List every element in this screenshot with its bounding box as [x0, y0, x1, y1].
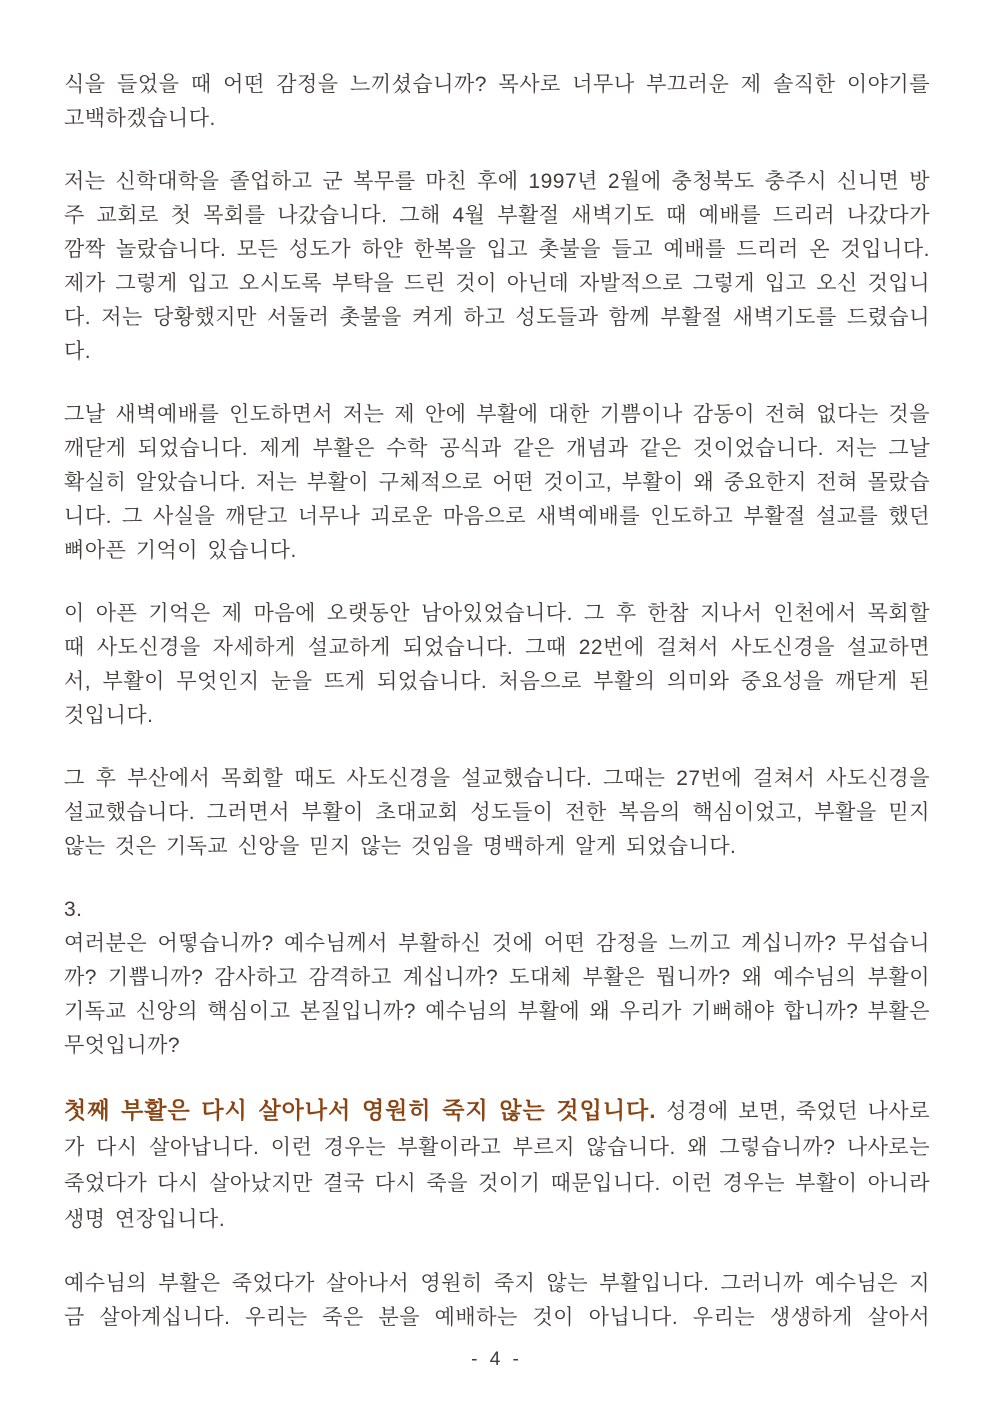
paragraph-questions: 여러분은 어떻습니까? 예수님께서 부활하신 것에 어떤 감정을 느끼고 계십니까? 무섭습니까? 기쁩니까? 감사하고 감격하고 계십니까? 도대체 부활은 뭡니까? 왜 예수님의 부활이 기독교 신앙의 핵심이고 본질입니까? 예수님의 부활에 왜 우리가 기뻐해야 합니까? 부활은 무엇입니까?: [64, 932, 930, 1057]
paragraph-dawn-service-realization: 그날 새벽예배를 인도하면서 저는 제 안에 부활에 대한 기쁨이나 감동이 전혀 없다는 것을 깨닫게 되었습니다. 제게 부활은 수학 공식과 같은 개념과 같은 것이었습니다. 저는 그날 확실히 알았습니다. 저는 부활이 구체적으로 어떤 것이고, 부활이 왜 중요한지 전혀 몰랐습니다. 그 사실을 깨닫고 너무나 괴로운 마음으로 새벽예배를 인도하고 부활절 설교를 했던 뼈아픈 기억이 있습니다.: [64, 403, 930, 562]
section-3: [64, 893, 930, 1063]
paragraph-confession: 식을 들었을 때 어떤 감정을 느끼셨습니까? 목사로 너무나 부끄러운 제 솔직한 이야기를 고백하겠습니다.: [64, 73, 930, 130]
heading-following-text: 성경에 보면, 죽었던 나사로가 다시 살아납니다. 이런 경우는 부활이라고 부르지 않습니다. 왜 그렇습니까? 나사로는 죽었다가 다시 살아났지만 결국 다시 죽을 것이기 때문입니다. 이런 경우는 부활이 아니라 생명 연장입니다.: [64, 1100, 930, 1231]
section-number: 3.: [64, 898, 83, 921]
runin-heading-first-point: 첫째 부활은 다시 살아나서 영원히 죽지 않는 것입니다.: [64, 1097, 657, 1123]
paragraph-jesus-resurrection: 예수님의 부활은 죽었다가 살아나서 영원히 죽지 않는 부활입니다. 그러니까 예수님은 지금 살아계십니다. 우리는 죽은 분을 예배하는 것이 아닙니다. 우리는 생생하게 살아서: [64, 1272, 930, 1329]
paragraph-first-ministry: 저는 신학대학을 졸업하고 군 복무를 마친 후에 1997년 2월에 충청북도 충주시 신니면 방주 교회로 첫 목회를 나갔습니다. 그해 4월 부활절 새벽기도 때 예배를 드리러 나갔다가 깜짝 놀랐습니다. 모든 성도가 하얀 한복을 입고 촛불을 들고 예배를 드리러 온 것입니다. 제가 그렇게 입고 오시도록 부탁을 드린 것이 아닌데 자발적으로 그렇게 입고 오신 것입니다. 저는 당황했지만 서둘러 촛불을 켜게 하고 성도들과 함께 부활절 새벽기도를 드렸습니다.: [64, 170, 930, 363]
paragraph-busan-ministry: 그 후 부산에서 목회할 때도 사도신경을 설교했습니다. 그때는 27번에 걸쳐서 사도신경을 설교했습니다. 그러면서 부활이 초대교회 성도들이 전한 복음의 핵심이었고, 부활을 믿지 않는 것은 기독교 신앙을 믿지 않는 것임을 명백하게 알게 되었습니다.: [64, 767, 930, 858]
paragraph-incheon-ministry: 이 아픈 기억은 제 마음에 오랫동안 남아있었습니다. 그 후 한참 지나서 인천에서 목회할 때 사도신경을 자세하게 설교하게 되었습니다. 그때 22번에 걸쳐서 사도신경을 설교하면서, 부활이 무엇인지 눈을 뜨게 되었습니다. 처음으로 부활의 의미와 중요성을 깨닫게 된 것입니다.: [64, 602, 930, 727]
page-number: - 4 -: [471, 1349, 521, 1370]
paragraph-with-runin-heading: [64, 1092, 930, 1238]
